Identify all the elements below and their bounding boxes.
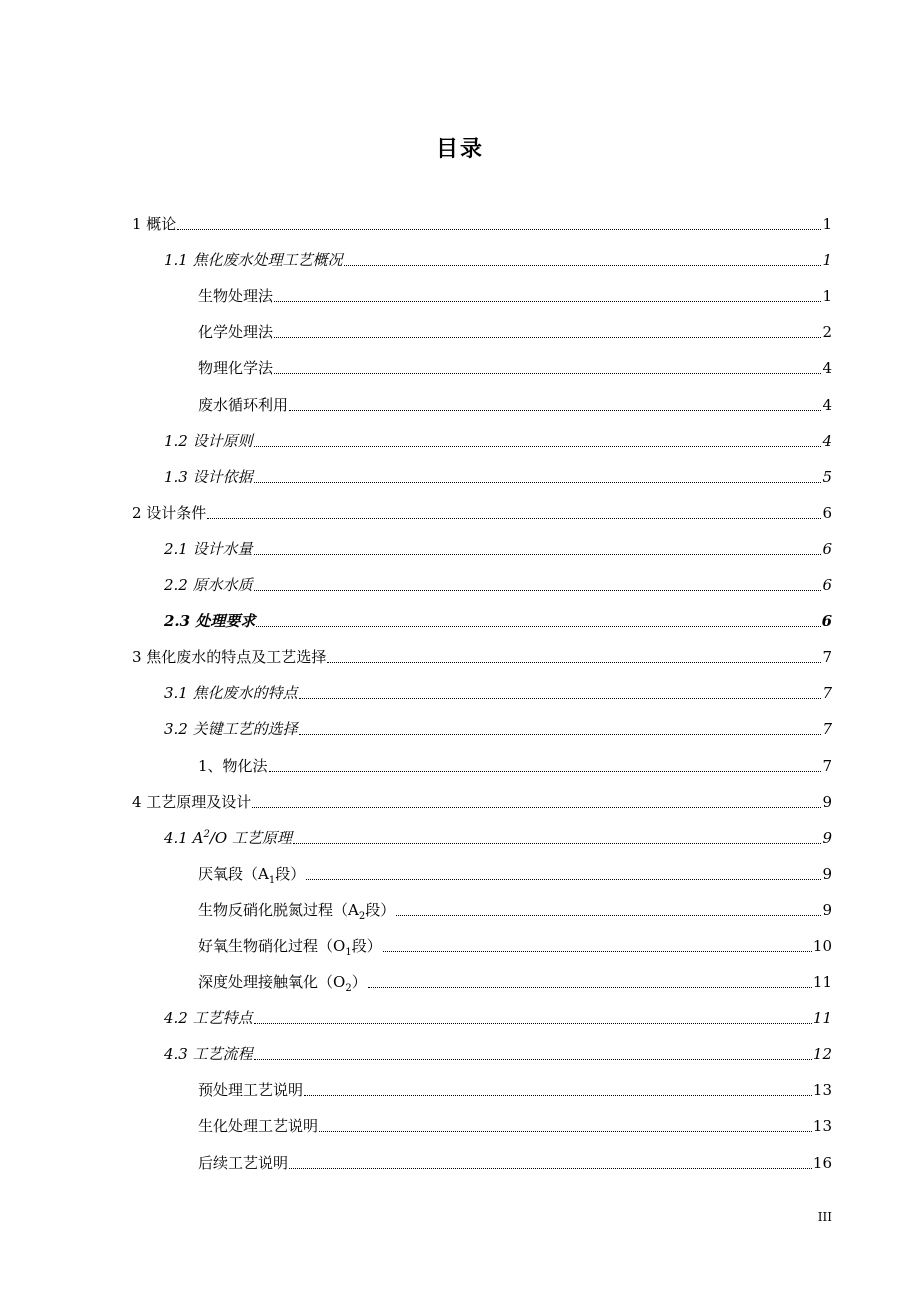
toc-entry[interactable]: [132, 559, 832, 595]
toc-leader-dots: [254, 590, 822, 591]
toc-entry-label-script: 2: [358, 910, 366, 922]
toc-entry[interactable]: [132, 198, 832, 234]
toc-entry[interactable]: [132, 848, 832, 884]
toc-entry[interactable]: [132, 631, 832, 667]
toc-leader-dots: [254, 1059, 812, 1060]
toc-entry-page: 1: [822, 251, 832, 270]
toc-entry[interactable]: [132, 1100, 832, 1136]
toc-entry-label-part: 好氧生物硝化过程（O: [198, 936, 346, 955]
toc-leader-dots: [254, 554, 822, 555]
toc-entry-label: 化学处理法: [198, 323, 274, 342]
toc-entry-page: 4: [822, 359, 832, 378]
toc-entry-label-script: 1: [345, 946, 352, 958]
toc-leader-dots: [254, 446, 822, 447]
toc-entry-label: 3.2 关键工艺的选择: [164, 720, 298, 739]
toc-entry-page: 7: [822, 720, 832, 739]
toc-entry[interactable]: [132, 992, 832, 1028]
toc-entry-label: 1、物化法: [198, 756, 268, 775]
toc-entry-label: 1.3 设计依据: [164, 467, 253, 486]
toc-leader-dots: [254, 482, 822, 483]
toc-entry-label: 4 工艺原理及设计: [132, 792, 252, 811]
toc-entry-page: 13: [812, 1081, 832, 1100]
toc-entry-label: 2.2 原水水质: [164, 576, 253, 595]
toc-entry-page: 1: [822, 287, 832, 306]
toc-leader-dots: [289, 1168, 812, 1169]
toc-entry[interactable]: [132, 776, 832, 812]
toc-entry[interactable]: [132, 739, 832, 775]
toc-entry-label: 1 概论: [132, 215, 177, 234]
toc-entry-page: 4: [822, 431, 832, 450]
toc-entry-label: [198, 864, 305, 884]
toc-entry[interactable]: [132, 1028, 832, 1064]
toc-entry-label: 2.3 处理要求: [164, 612, 256, 631]
toc-entry-label: 3.1 焦化废水的特点: [164, 684, 298, 703]
toc-entry-label-part: 段）: [365, 900, 396, 919]
toc-entry-page: 7: [822, 756, 832, 775]
toc-entry-label: [164, 828, 292, 848]
toc-entry-page: 7: [822, 648, 832, 667]
toc-entry-page: 1: [822, 215, 832, 234]
toc-entry-label: 生物处理法: [198, 287, 274, 306]
toc-leader-dots: [293, 843, 821, 844]
toc-entry-label-part: ）: [351, 973, 367, 992]
toc-entry-label: 4.2 工艺特点: [164, 1009, 253, 1028]
toc-leader-dots: [254, 1023, 812, 1024]
table-of-contents: [132, 198, 832, 1173]
toc-entry-page: 4: [822, 395, 832, 414]
toc-leader-dots: [274, 373, 821, 374]
toc-entry[interactable]: [132, 523, 832, 559]
toc-entry-label-part: 段）: [351, 936, 382, 955]
toc-title: 目录: [435, 137, 484, 162]
toc-entry-page: 2: [822, 323, 832, 342]
toc-entry-page: 11: [812, 1009, 832, 1028]
toc-entry[interactable]: [132, 451, 832, 487]
toc-leader-dots: [327, 662, 821, 663]
toc-entry[interactable]: [132, 306, 832, 342]
toc-entry-page: 10: [812, 936, 832, 955]
toc-entry-label: 1.2 设计原则: [164, 431, 253, 450]
toc-entry[interactable]: [132, 920, 832, 956]
toc-entry-label-part: 厌氧段（A: [198, 864, 269, 883]
toc-entry-label: 废水循环利用: [198, 395, 289, 414]
toc-entry-label: [198, 900, 395, 920]
toc-leader-dots: [256, 626, 820, 627]
toc-entry[interactable]: [132, 378, 832, 414]
toc-entry-label: 物理化学法: [198, 359, 274, 378]
toc-entry[interactable]: [132, 1064, 832, 1100]
toc-entry-page: 7: [822, 684, 832, 703]
toc-leader-dots: [383, 951, 812, 952]
toc-leader-dots: [304, 1095, 812, 1096]
toc-entry-page: 12: [812, 1045, 832, 1064]
toc-entry[interactable]: [132, 415, 832, 451]
toc-entry-label: 2.1 设计水量: [164, 539, 253, 558]
toc-entry-label-part: 生物反硝化脱氮过程（A: [198, 900, 359, 919]
toc-entry[interactable]: [132, 487, 832, 523]
toc-entry-page: 9: [822, 792, 832, 811]
toc-entry-page: 6: [822, 539, 832, 558]
toc-entry-label-part: 段）: [275, 864, 306, 883]
toc-entry-label: 后续工艺说明: [198, 1153, 289, 1172]
toc-entry[interactable]: [132, 884, 832, 920]
toc-leader-dots: [252, 807, 821, 808]
toc-leader-dots: [289, 410, 821, 411]
toc-entry[interactable]: [132, 595, 832, 631]
toc-leader-dots: [269, 771, 822, 772]
toc-entry-page: 6: [822, 503, 832, 522]
toc-entry-label: 生化处理工艺说明: [198, 1117, 319, 1136]
toc-leader-dots: [344, 265, 822, 266]
toc-entry[interactable]: [132, 1136, 832, 1172]
page-number: III: [817, 1210, 832, 1224]
toc-entry[interactable]: [132, 342, 832, 378]
toc-entry[interactable]: [132, 667, 832, 703]
toc-entry[interactable]: [132, 270, 832, 306]
toc-entry[interactable]: [132, 703, 832, 739]
toc-entry-page: 11: [812, 973, 832, 992]
toc-entry-label-script: 1: [268, 874, 276, 886]
toc-entry-label: [198, 972, 367, 995]
toc-entry[interactable]: [132, 956, 832, 995]
toc-entry-page: 13: [812, 1117, 832, 1136]
toc-leader-dots: [396, 915, 821, 916]
toc-entry-page: 9: [822, 900, 832, 919]
toc-entry-label-script: 2: [203, 828, 210, 840]
toc-entry-page: 6: [821, 612, 832, 631]
toc-entry-label: 1.1 焦化废水处理工艺概况: [164, 251, 343, 270]
toc-leader-dots: [299, 698, 822, 699]
toc-entry-page: 16: [812, 1153, 832, 1172]
toc-entry-page: 9: [822, 864, 832, 883]
toc-entry-page: 6: [822, 576, 832, 595]
toc-entry-page: 9: [822, 828, 832, 847]
toc-entry-label: 2 设计条件: [132, 503, 207, 522]
toc-leader-dots: [319, 1131, 812, 1132]
toc-entry-label-script: 2: [345, 983, 352, 995]
toc-entry-page: 5: [822, 467, 832, 486]
toc-entry-label: [198, 936, 382, 956]
toc-entry[interactable]: [132, 812, 832, 848]
toc-entry-label-part: 4.1 A: [164, 828, 204, 847]
toc-leader-dots: [274, 301, 821, 302]
toc-entry-label-part: /O 工艺原理: [209, 828, 292, 847]
toc-leader-dots: [207, 518, 821, 519]
toc-entry-label-part: 深度处理接触氧化（O: [198, 973, 346, 992]
toc-entry-label: 4.3 工艺流程: [164, 1045, 253, 1064]
toc-leader-dots: [177, 229, 821, 230]
toc-leader-dots: [299, 734, 822, 735]
toc-entry-label: 预处理工艺说明: [198, 1081, 304, 1100]
toc-entry-label: 3 焦化废水的特点及工艺选择: [132, 648, 327, 667]
toc-leader-dots: [368, 987, 812, 988]
toc-entry[interactable]: [132, 234, 832, 270]
toc-leader-dots: [274, 337, 821, 338]
toc-leader-dots: [306, 879, 821, 880]
